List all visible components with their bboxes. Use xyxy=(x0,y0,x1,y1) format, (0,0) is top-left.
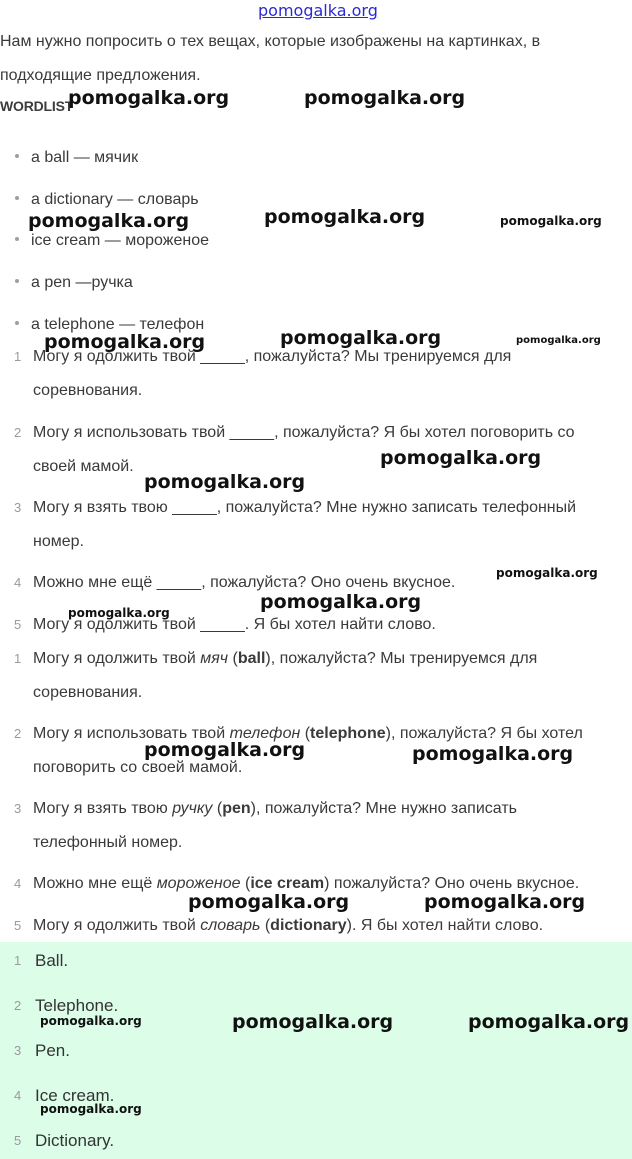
answer-text: Telephone. xyxy=(35,996,119,1015)
english-word: dictionary xyxy=(270,917,347,934)
item-number: 1 xyxy=(14,651,22,666)
item-number: 5 xyxy=(14,617,22,632)
answer-text: Ball. xyxy=(35,951,69,970)
watermark: pomogalka.org xyxy=(40,1102,142,1116)
russian-word: словарь xyxy=(200,917,261,934)
exercise-line: Могу я использовать твой _____, пожалуйста? Я бы хотел поговорить со xyxy=(33,424,575,441)
wordlist-heading: WORDLIST xyxy=(0,98,74,114)
watermark: pomogalka.org xyxy=(68,87,230,109)
russian-word: телефон xyxy=(229,725,301,742)
wordlist-item xyxy=(15,231,209,251)
bullet-icon xyxy=(15,279,19,283)
solution-line: Могу я использовать твой телефон (telephone), пожалуйста? Я бы хотел xyxy=(33,725,583,742)
watermark: pomogalka.org xyxy=(188,891,350,913)
exercise-line: номер. xyxy=(33,533,84,550)
wordlist-item-text: a pen —ручка xyxy=(31,274,133,291)
exercise-line: своей мамой. xyxy=(33,458,134,475)
solution-line: Могу я взять твою ручку (pen), пожалуйста? Мне нужно записать xyxy=(33,800,517,817)
intro-line-2: подходящие предложения. xyxy=(0,67,201,84)
wordlist-item-text: a ball — мячик xyxy=(31,149,139,166)
exercise-line: Могу я взять твою _____, пожалуйста? Мне нужно записать телефонный xyxy=(33,499,577,516)
item-number: 5 xyxy=(14,918,22,933)
bullet-icon xyxy=(15,237,19,241)
solution-line: Могу я одолжить твой мяч (ball), пожалуйста? Мы тренируемся для xyxy=(33,650,538,667)
watermark: pomogalka.org xyxy=(260,591,422,613)
item-number: 2 xyxy=(14,726,22,741)
answer-item xyxy=(14,1040,70,1062)
watermark: pomogalka.org xyxy=(412,743,574,765)
watermark: pomogalka.org xyxy=(516,335,601,346)
item-number: 3 xyxy=(14,1043,22,1058)
wordlist-item-text: ice cream — мороженое xyxy=(31,232,209,249)
intro-line-1: Нам нужно попросить о тех вещах, которые изображены на картинках, в xyxy=(0,33,541,50)
wordlist-item xyxy=(15,148,138,168)
wordlist-item xyxy=(15,315,204,335)
exercise-item xyxy=(14,416,614,484)
solution-item xyxy=(14,792,614,860)
watermark: pomogalka.org xyxy=(468,1011,630,1033)
bullet-icon xyxy=(15,321,19,325)
watermark: pomogalka.org xyxy=(232,1011,394,1033)
solution-item xyxy=(14,909,614,943)
english-word: pen xyxy=(222,800,251,817)
answer-item xyxy=(14,1130,114,1152)
item-number: 4 xyxy=(14,876,22,891)
wordlist-item-text: a dictionary — словарь xyxy=(31,191,199,208)
watermark: pomogalka.org xyxy=(144,739,306,761)
watermark: pomogalka.org xyxy=(496,566,598,580)
exercise-line: Могу я одолжить твой _____, пожалуйста? Мы тренируемся для xyxy=(33,348,512,365)
answer-item xyxy=(14,995,118,1017)
watermark: pomogalka.org xyxy=(380,447,542,469)
answer-text: Dictionary. xyxy=(35,1131,115,1150)
item-number: 1 xyxy=(14,349,22,364)
solution-line: соревнования. xyxy=(33,684,143,701)
exercise-item xyxy=(14,608,614,642)
answers-box xyxy=(0,942,632,1159)
english-word: ice cream xyxy=(250,875,325,892)
solution-line: Могу я одолжить твой словарь (dictionary). Я бы хотел найти слово. xyxy=(33,917,544,934)
russian-word: мяч xyxy=(200,650,229,667)
solution-line: телефонный номер. xyxy=(33,834,183,851)
wordlist-item-text: a telephone — телефон xyxy=(31,316,205,333)
solution-line: поговорить со своей мамой. xyxy=(33,759,243,776)
english-word: telephone xyxy=(310,725,386,742)
watermark: pomogalka.org xyxy=(44,331,206,353)
intro-text xyxy=(0,25,632,93)
watermark: pomogalka.org xyxy=(500,214,602,228)
watermark: pomogalka.org xyxy=(264,206,426,228)
exercise-item xyxy=(14,566,614,600)
exercise-line: Могу я одолжить твой _____. Я бы хотел найти слово. xyxy=(33,616,436,633)
russian-word: ручку xyxy=(172,800,213,817)
answer-item xyxy=(14,1085,114,1107)
bullet-icon xyxy=(15,196,19,200)
item-number: 4 xyxy=(14,575,22,590)
watermark: pomogalka.org xyxy=(40,1014,142,1028)
wordlist-item xyxy=(15,190,199,210)
watermark: pomogalka.org xyxy=(424,891,586,913)
item-number: 1 xyxy=(14,953,22,968)
solution-item xyxy=(14,867,614,901)
item-number: 3 xyxy=(14,801,22,816)
item-number: 4 xyxy=(14,1088,22,1103)
site-link[interactable]: pomogalka.org xyxy=(258,1,378,20)
russian-word: мороженое xyxy=(156,875,241,892)
answer-item xyxy=(14,950,68,972)
english-word: ball xyxy=(237,650,266,667)
item-number: 2 xyxy=(14,425,22,440)
watermark: pomogalka.org xyxy=(144,471,306,493)
item-number: 2 xyxy=(14,998,22,1013)
exercise-item xyxy=(14,340,614,408)
item-number: 3 xyxy=(14,500,22,515)
watermark: pomogalka.org xyxy=(280,327,442,349)
answer-text: Ice cream. xyxy=(35,1086,115,1105)
exercise-line: Можно мне ещё _____, пожалуйста? Оно очень вкусное. xyxy=(33,574,456,591)
exercise-line: соревнования. xyxy=(33,382,143,399)
watermark: pomogalka.org xyxy=(28,210,190,232)
watermark: pomogalka.org xyxy=(68,606,170,620)
solution-item xyxy=(14,642,614,710)
answer-text: Pen. xyxy=(35,1041,70,1060)
solution-item xyxy=(14,717,614,785)
wordlist-item xyxy=(15,273,133,293)
bullet-icon xyxy=(15,154,19,158)
watermark: pomogalka.org xyxy=(304,87,466,109)
solution-line: Можно мне ещё мороженое (ice cream) пожалуйста? Оно очень вкусное. xyxy=(33,875,580,892)
exercise-item xyxy=(14,491,614,559)
item-number: 5 xyxy=(14,1133,22,1148)
